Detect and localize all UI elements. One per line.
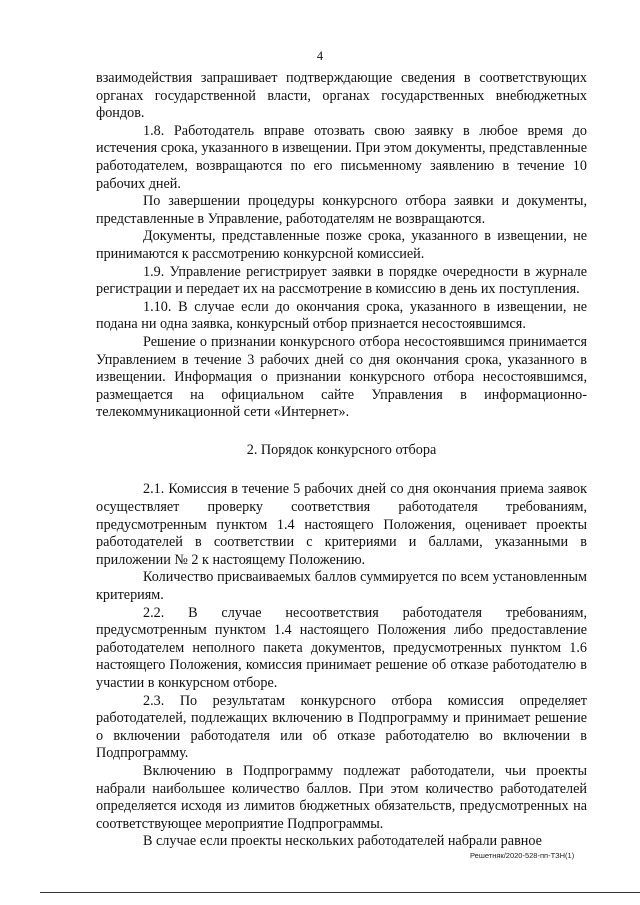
- paragraph-1-9: 1.9. Управление регистрирует заявки в порядке очередности в журнале регистрации и передает их на рассмотрение в комиссию в день их поступления.: [96, 263, 587, 298]
- document-body: [96, 70, 587, 851]
- paragraph-decision-failed-selection: Решение о признании конкурсного отбора несостоявшимся принимается Управлением в течение 3 рабочих дней со дня окончания срока, указанного в извещении. Информация о признании конкурсного отбора несостоявшимся, размещается на официальном сайте Управления в информационно-телекоммуникационной сети «Интернет».: [96, 333, 587, 421]
- paragraph-2-2: 2.2. В случае несоответствия работодателя требованиям, предусмотренным пунктом 1.4 настоящего Положения либо предоставление работодателем неполного пакета документов, предусмотренных пунктом 1.6 настоящего Положения, комиссия принимает решение об отказе работодателю в участии в конкурсном отборе.: [96, 604, 587, 691]
- paragraph-equal-points: В случае если проекты нескольких работодателей набрали равное: [143, 833, 542, 850]
- paragraph-1-8: 1.8. Работодатель вправе отозвать свою заявку в любое время до истечения срока, указанного в извещении. При этом документы, представленные работодателем, возвращаются по его письменному заявлению в течение 10 рабочих дней.: [96, 122, 587, 192]
- document-code: Решетняк/2020-528-пп-ТЗН(1): [470, 851, 575, 860]
- paragraph-points-summed: Количество присваиваемых баллов суммируется по всем установленным критериям.: [96, 569, 587, 604]
- section-heading-2: 2. Порядок конкурсного отбора: [246, 441, 437, 458]
- paragraph-continuation: взаимодействия запрашивает подтверждающие сведения в соответствующих органах государственной власти, органах государственных внебюджетных фондов.: [96, 70, 587, 122]
- paragraph-1-10: 1.10. В случае если до окончания срока, указанного в извещении, не подана ни одна заявка, конкурсный отбор признается несостоявшимся.: [96, 298, 587, 333]
- page-number: 4: [316, 49, 324, 63]
- paragraph-inclusion-criteria: Включению в Подпрограмму подлежат работодатели, чьи проекты набрали наибольшее количество баллов. При этом количество работодателей определяется исходя из лимитов бюджетных обязательств, предусмотренных на соответствующее мероприятие Подпрограммы.: [96, 762, 587, 832]
- paragraph-2-3: 2.3. По результатам конкурсного отбора комиссия определяет работодателей, подлежащих включению в Подпрограмму и принимает решение о включении работодателя или об отказе работодателю во включении в Подпрограмму.: [96, 692, 587, 762]
- paragraph-late-documents: Документы, представленные позже срока, указанного в извещении, не принимаются к рассмотрению конкурсной комиссией.: [96, 228, 587, 262]
- paragraph-documents-not-returned: По завершении процедуры конкурсного отбора заявки и документы, представленные в Управление, работодателям не возвращаются.: [96, 193, 587, 227]
- paragraph-2-1: 2.1. Комиссия в течение 5 рабочих дней со дня окончания приема заявок осуществляет проверку соответствия работодателя требованиям, предусмотренным пунктом 1.4 настоящего Положения, оценивает проекты работодателей в соответствии с критериями и баллами, указанными в приложении № 2 к настоящему Положению.: [96, 481, 587, 568]
- bottom-divider-line: [40, 892, 640, 893]
